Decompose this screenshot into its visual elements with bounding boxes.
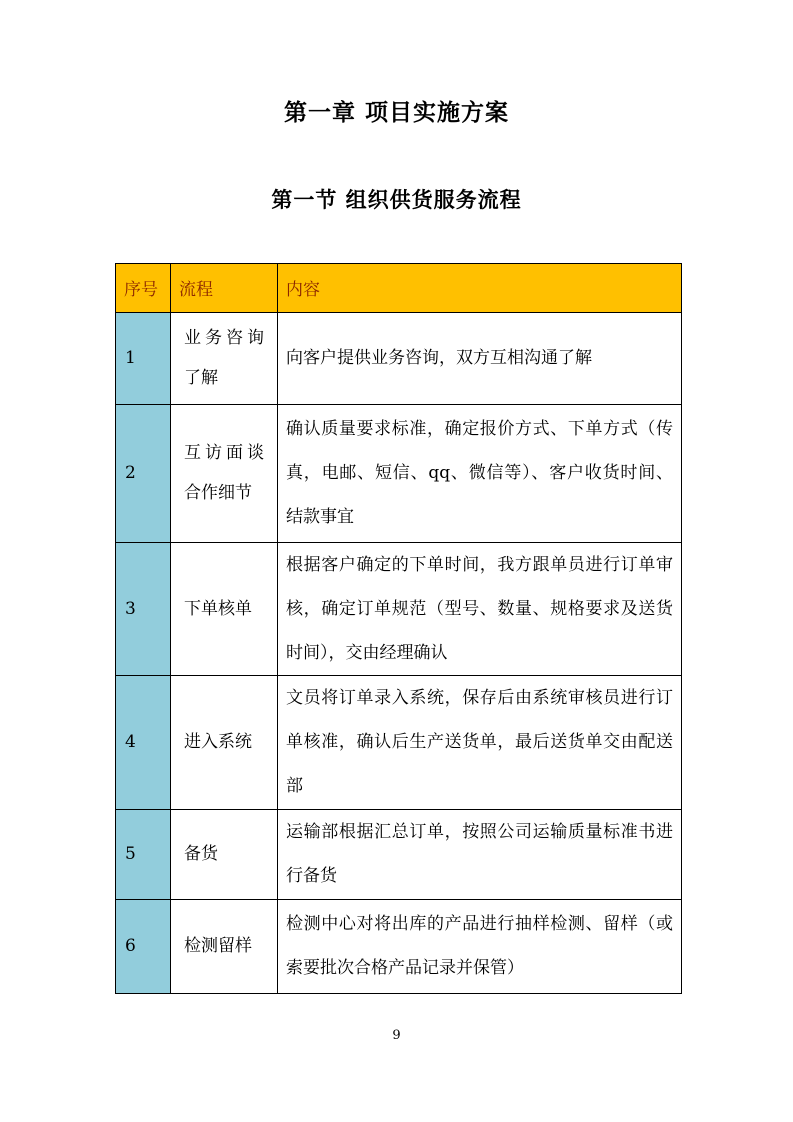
header-cell-no: 序号 [116, 263, 171, 312]
process-cell: 下单核单 [171, 542, 278, 675]
row-number-cell: 3 [116, 542, 171, 675]
table-row [116, 404, 682, 542]
chapter-title: 第一章 项目实施方案 [283, 99, 509, 126]
content-cell: 文员将订单录入系统，保存后由系统审核员进行订单核准，确认后生产送货单，最后送货单交由配送部 [278, 675, 682, 809]
header-cell-process: 流程 [171, 263, 278, 312]
row-number-cell: 5 [116, 809, 171, 899]
row-number-cell: 4 [116, 675, 171, 809]
process-cell: 检测留样 [171, 899, 278, 993]
row-number-cell: 1 [116, 312, 171, 404]
content-cell: 确认质量要求标准，确定报价方式、下单方式（传真，电邮、短信、qq、微信等）、客户收货时间、结款事宜 [278, 404, 682, 542]
page-number: 9 [392, 1028, 401, 1043]
table-row [116, 542, 682, 675]
process-cell: 进入系统 [171, 675, 278, 809]
process-cell: 业务咨询了解 [171, 312, 278, 404]
process-cell: 备货 [171, 809, 278, 899]
table-row [116, 312, 682, 404]
table-row [116, 899, 682, 993]
table-row [116, 809, 682, 899]
row-number-cell: 6 [116, 899, 171, 993]
table-row [116, 675, 682, 809]
content-cell: 根据客户确定的下单时间，我方跟单员进行订单审核，确定订单规范（型号、数量、规格要求及送货时间），交由经理确认 [278, 542, 682, 675]
content-cell: 运输部根据汇总订单，按照公司运输质量标准书进行备货 [278, 809, 682, 899]
supply-process-table [115, 263, 682, 994]
header-cell-content: 内容 [278, 263, 682, 312]
content-cell: 检测中心对将出库的产品进行抽样检测、留样（或索要批次合格产品记录并保管） [278, 899, 682, 993]
row-number-cell: 2 [116, 404, 171, 542]
content-cell: 向客户提供业务咨询，双方互相沟通了解 [278, 312, 682, 404]
process-cell: 互访面谈合作细节 [171, 404, 278, 542]
table-header-row [116, 263, 682, 312]
section-title: 第一节 组织供货服务流程 [271, 187, 522, 213]
